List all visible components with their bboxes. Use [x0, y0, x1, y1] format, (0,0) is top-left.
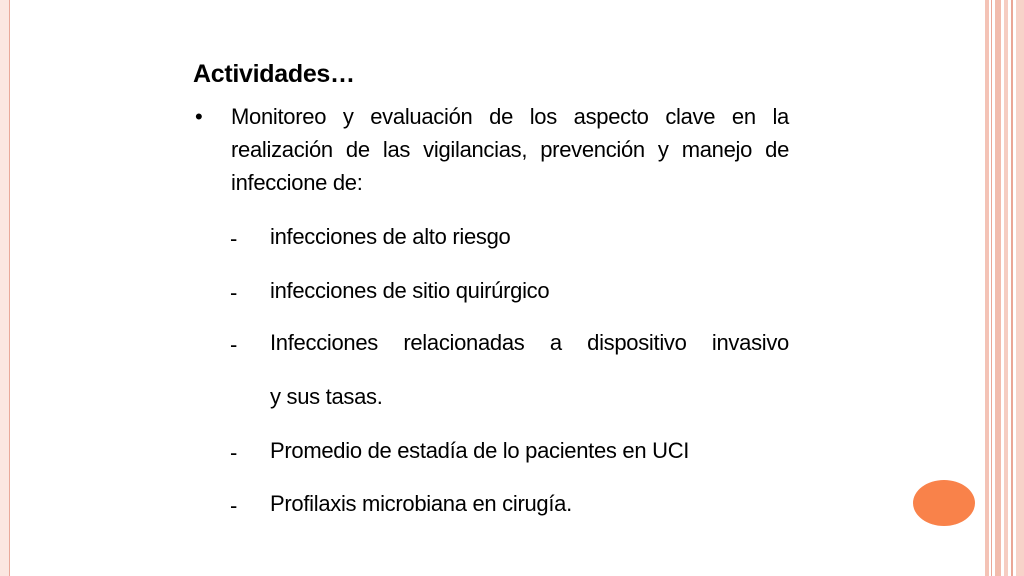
dash-marker: - — [230, 280, 238, 305]
dash-marker: - — [230, 493, 238, 518]
dash-marker: - — [230, 440, 238, 465]
right-decorative-stripe — [1011, 0, 1013, 576]
bullet-text: Monitoreo y evaluación de los aspecto clave en la realización de las vigilancias, prevención y manejo de infeccione de: — [231, 104, 789, 195]
right-decorative-stripe — [1016, 0, 1024, 576]
list-item: Infecciones relacionadas a dispositivo invasivo — [270, 330, 789, 355]
bullet-marker: • — [195, 104, 203, 129]
left-decorative-border — [0, 0, 10, 576]
list-item: infecciones de alto riesgo — [270, 224, 511, 249]
list-item: Promedio de estadía de lo pacientes en UCI — [270, 438, 690, 463]
list-item: infecciones de sitio quirúrgico — [270, 278, 550, 303]
list-item-continuation: y sus tasas. — [270, 384, 383, 409]
right-decorative-stripe — [991, 0, 992, 576]
slide-title: Actividades… — [193, 60, 355, 88]
dash-marker: - — [230, 332, 238, 357]
right-decorative-stripe — [985, 0, 989, 576]
dash-marker: - — [230, 226, 238, 251]
list-item: Profilaxis microbiana en cirugía. — [270, 491, 572, 516]
right-decorative-stripe — [995, 0, 1001, 576]
right-decorative-stripe — [1004, 0, 1008, 576]
orange-circle-decoration — [913, 480, 975, 526]
